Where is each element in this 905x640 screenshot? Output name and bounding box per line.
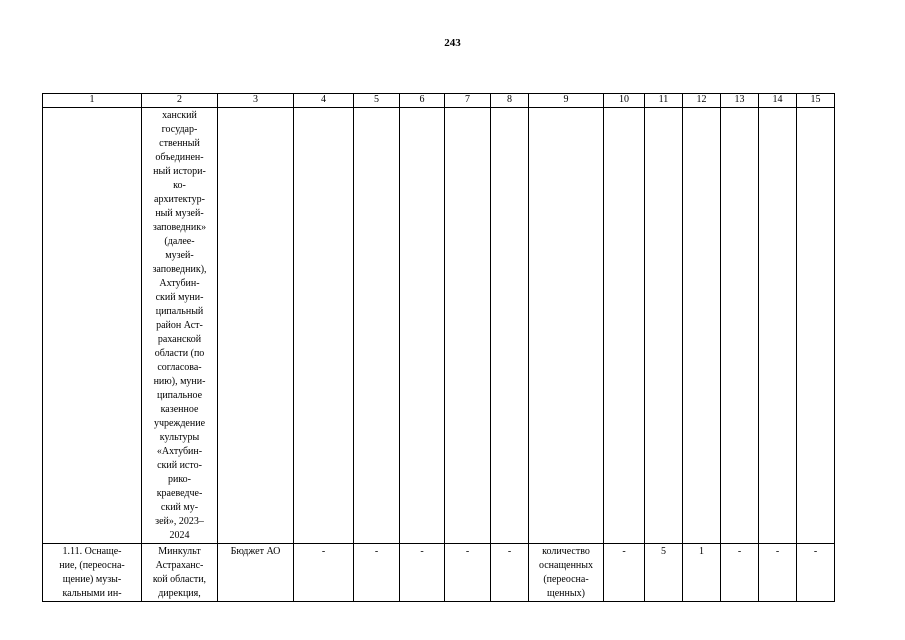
header-cell: 11 — [645, 94, 683, 108]
table-cell — [759, 108, 797, 544]
table-cell — [645, 108, 683, 544]
table-cell-executor — [142, 108, 218, 544]
table-row-1-11 — [43, 544, 835, 602]
table-cell: 5 — [645, 544, 683, 602]
header-cell: 10 — [604, 94, 645, 108]
header-cell: 14 — [759, 94, 797, 108]
table-cell — [43, 108, 142, 544]
executor-text: ханский государ- ственный объединен- ный истори- ко- архитектур- ный музей- заповедник» (далее- музей- заповедник), Ахтубин- ский муни- ципальный район Аст- раханской области (по согласова- нию), муни- ципальное казенное учреждение культуры «Ахтубин- ский исто- рико- краеведче- ский му- зей», 2023– 2024 — [152, 110, 207, 541]
table-cell: 1 — [683, 544, 721, 602]
table-cell — [529, 108, 604, 544]
header-cell: 5 — [354, 94, 400, 108]
table-cell: - — [354, 544, 400, 602]
table-cell: 1.11. Оснаще- ние, (переосна- щение) музы- кальными ин- — [43, 544, 142, 602]
table-cell — [218, 108, 294, 544]
table-header-row — [43, 94, 835, 108]
header-cell: 6 — [400, 94, 445, 108]
table-cell — [491, 108, 529, 544]
table-cell: - — [294, 544, 354, 602]
table-cell: - — [721, 544, 759, 602]
table-cell: - — [759, 544, 797, 602]
table-cell: - — [491, 544, 529, 602]
header-cell: 1 — [43, 94, 142, 108]
table-cell: - — [797, 544, 835, 602]
header-cell: 8 — [491, 94, 529, 108]
table-cell — [797, 108, 835, 544]
table-row-continuation — [43, 108, 835, 544]
table-cell: Минкульт Астраханс- кой области, дирекция, — [142, 544, 218, 602]
header-cell: 7 — [445, 94, 491, 108]
header-cell: 2 — [142, 94, 218, 108]
header-cell: 9 — [529, 94, 604, 108]
table-cell: - — [400, 544, 445, 602]
header-cell: 13 — [721, 94, 759, 108]
header-cell: 3 — [218, 94, 294, 108]
header-cell: 15 — [797, 94, 835, 108]
table-cell — [400, 108, 445, 544]
header-cell: 12 — [683, 94, 721, 108]
table-cell — [604, 108, 645, 544]
table-cell: - — [445, 544, 491, 602]
document-table — [42, 93, 835, 602]
table-cell — [354, 108, 400, 544]
table-cell — [721, 108, 759, 544]
table-cell: - — [604, 544, 645, 602]
table-cell — [683, 108, 721, 544]
table-cell — [445, 108, 491, 544]
header-cell: 4 — [294, 94, 354, 108]
table-cell: количество оснащенных (переосна- щенных) — [529, 544, 604, 602]
table-cell — [294, 108, 354, 544]
table-cell: Бюджет АО — [218, 544, 294, 602]
page-number: 243 — [444, 37, 461, 49]
